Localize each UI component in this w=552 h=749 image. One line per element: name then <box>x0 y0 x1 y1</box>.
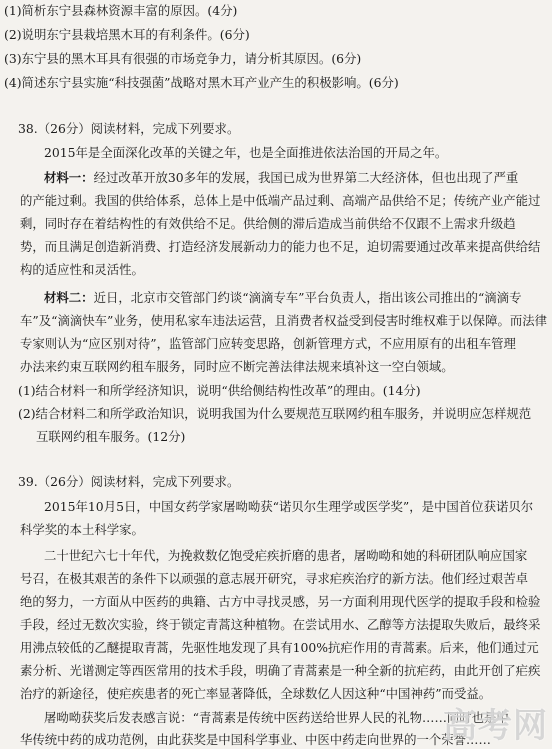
q39-para2-line-1: 二十世纪六七十年代，为挽救数亿饱受疟疾折磨的患者，屠呦呦和她的科研团队响应国家 <box>44 548 528 563</box>
material1-label: 材料一： <box>44 170 94 185</box>
q39-para2-line-6: 素分析、光谱测定等西医常用的技术手段，明确了青蒿素是一种全新的抗疟药，由此开创了疟疾 <box>20 663 541 678</box>
q39-para2-line-4: 手段，经过无数次实验，终于锁定青蒿这种植物。在尝试用水、乙醇等方法提取失败后，最终采 <box>20 617 541 632</box>
q38-material1-line-1: 材料一：经过改革开放30多年的发展，我国已成为世界第二大经济体，但也出现了严重 <box>44 170 519 185</box>
q39-para2-line-2: 号召，在极其艰苦的条件下以顽强的意志展开研究，寻求疟疾治疗的新方法。他们经过艰苦卓 <box>20 571 529 586</box>
q39-para2-line-7: 治疗的新途径，使疟疾患者的死亡率显著降低，全球数亿人因这种“中国神药”而受益。 <box>20 686 492 701</box>
q38-subquestion-2-line-2: 互联网约租车服务。(12分) <box>36 429 186 444</box>
q39-para3-line-2: 华传统中药的成功范例，由此获奖是中国科学事业、中医中药走向世界的一个荣誉…… <box>20 732 491 747</box>
q37-part-4: (4)简述东宁县实施“科技强菌”战略对黑木耳产业产生的积极影响。(6分) <box>4 75 399 90</box>
q38-material2-line-3: 专家则认为“应区别对待”，监管部门应转变思路，创新管理方式，不应用原有的出租车管理 <box>20 336 516 351</box>
q39-header: 39.（26分）阅读材料，完成下列要求。 <box>18 474 240 489</box>
q38-intro: 2015年是全面深化改革的关键之年，也是全面推进依法治国的开局之年。 <box>44 145 448 160</box>
q37-part-3: (3)东宁县的黑木耳具有很强的市场竞争力，请分析其原因。(6分) <box>4 51 362 66</box>
q37-part-1: (1)简析东宁县森林资源丰富的原因。(4分) <box>4 3 238 18</box>
q38-material2-line-4: 办法来约束互联网约租车服务，同时应不断完善法律法规来填补这一空白领域。 <box>20 359 454 374</box>
q38-subquestion-2-line-1: (2)结合材料二和所学政治知识，说明我国为什么要规范互联网约租车服务，并说明应怎样规范 <box>18 406 532 421</box>
q39-para1-line-1: 2015年10月5日，中国女药学家屠呦呦获“诺贝尔生理学或医学奖”，是中国首位获诺贝尔 <box>44 499 534 514</box>
q39-para2-line-5: 用沸点较低的乙醚提取青蒿，先驱性地发现了具有100%抗疟作用的青蒿素。后来，他们通过元 <box>20 640 539 655</box>
q38-material2-line-1: 材料二：近日，北京市交管部门约谈“滴滴专车”平台负责人，指出该公司推出的“滴滴专 <box>44 290 522 305</box>
q37-part-2: (2)说明东宁县栽培黑木耳的有利条件。(6分) <box>4 27 250 42</box>
q38-material1-line-5: 构的适应性和灵活性。 <box>20 262 144 277</box>
material2-label: 材料二： <box>44 290 94 305</box>
q38-material1-line-3: 剩，同时存在着结构性的有效供给不足。供给侧的滞后造成当前供给不仅跟不上需求升级趋 <box>20 216 516 231</box>
q38-subquestion-1: (1)结合材料一和所学经济知识，说明“供给侧结构性改革”的理由。(14分) <box>18 383 421 398</box>
watermark-logo: 高考网 <box>443 706 548 746</box>
q39-para3-line-1: 屠呦呦获奖后发表感言说：“青蒿素是传统中医药送给世界人民的礼物……同时也是中 <box>44 710 509 725</box>
q38-material1-line-4: 势，而且满足创造新消费、打造经济发展新动力的能力也不足，迫切需要通过改革来提高供给结 <box>20 239 541 254</box>
q39-para2-line-3: 绝的努力，一方面从中医药的典籍、古方中寻找灵感，另一方面利用现代医学的提取手段和检验 <box>20 594 541 609</box>
q38-material2-line-2: 车”及“滴滴快车”业务，使用私家车违法运营，且消费者权益受到侵害时维权难于以保障。而法律 <box>20 313 548 328</box>
q38-material1-line-2: 的产能过剩。我国的供给体系，总体上是中低端产品过剩、高端产品供给不足；传统产业产能过 <box>20 193 541 208</box>
q39-para1-line-2: 科学奖的本土科学家。 <box>20 522 144 537</box>
q38-header: 38.（26分）阅读材料，完成下列要求。 <box>18 121 240 136</box>
